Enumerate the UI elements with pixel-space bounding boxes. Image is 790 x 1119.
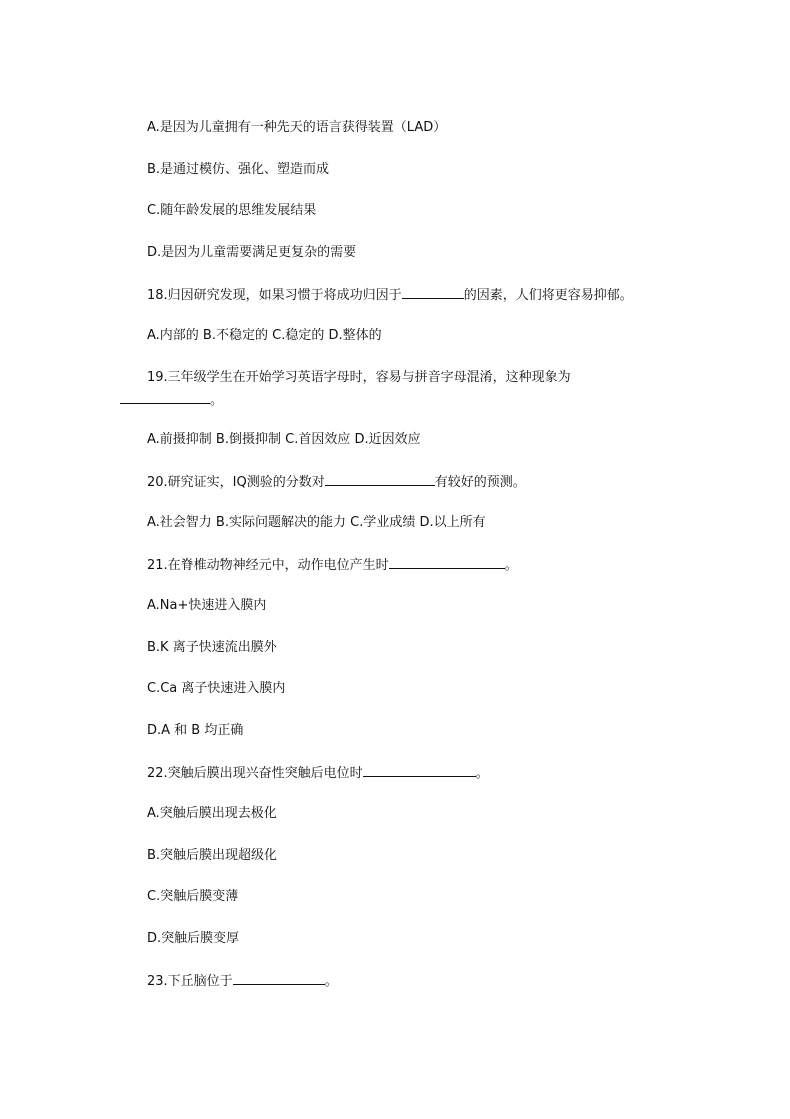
question-19-options: A.前摄抑制 B.倒摄抑制 C.首因效应 D.近因效应 <box>147 432 421 447</box>
question-20-text: 20.研究证实，IQ测验的分数对 <box>147 475 325 490</box>
question-20-text-end: 有较好的预测。 <box>434 475 526 490</box>
answer-blank <box>389 556 505 569</box>
question-21-text-end: 。 <box>504 558 518 573</box>
question-18 <box>147 286 633 305</box>
question-23-text-end: 。 <box>324 974 338 989</box>
question-22 <box>147 764 489 783</box>
question-19-text-end: 。 <box>210 393 224 408</box>
option-c-age: C.随年龄发展的思维发展结果 <box>147 203 317 218</box>
question-20-options: A.社会智力 B.实际问题解决的能力 C.学业成绩 D.以上所有 <box>147 515 486 530</box>
question-21 <box>147 556 518 575</box>
answer-blank <box>363 764 476 777</box>
option-a-lad: A.是因为儿童拥有一种先天的语言获得装置（LAD） <box>147 120 447 135</box>
option-d-needs: D.是因为儿童需要满足更复杂的需要 <box>147 245 357 260</box>
question-19: 19.三年级学生在开始学习英语字母时，容易与拼音字母混淆，这种现象为 <box>147 370 571 385</box>
question-23-text: 23.下丘脑位于 <box>147 974 233 989</box>
question-23 <box>147 972 338 991</box>
question-22-option-b: B.突触后膜出现超级化 <box>147 848 278 863</box>
question-22-option-a: A.突触后膜出现去极化 <box>147 806 277 821</box>
question-18-text-end: 的因素，人们将更容易抑郁。 <box>463 288 633 303</box>
question-21-option-b: B.K 离子快速流出膜外 <box>147 640 277 655</box>
question-18-options: A.内部的 B.不稳定的 C.稳定的 D.整体的 <box>147 328 382 343</box>
question-21-option-a: A.Na+快速进入膜内 <box>147 598 267 613</box>
question-18-text: 18.归因研究发现，如果习惯于将成功归因于 <box>147 288 402 303</box>
question-22-option-c: C.突触后膜变薄 <box>147 889 239 904</box>
question-22-text-end: 。 <box>475 766 489 781</box>
question-21-option-d: D.A 和 B 均正确 <box>147 723 244 738</box>
answer-blank <box>120 391 210 404</box>
question-20 <box>147 473 526 492</box>
question-21-text: 21.在脊椎动物神经元中，动作电位产生时 <box>147 558 389 573</box>
option-b-imitation: B.是通过模仿、强化、塑造而成 <box>147 162 330 177</box>
question-19-continued <box>120 391 223 410</box>
question-21-option-c: C.Ca 离子快速进入膜内 <box>147 681 286 696</box>
answer-blank <box>325 473 435 486</box>
answer-blank <box>233 972 325 985</box>
question-22-text: 22.突触后膜出现兴奋性突触后电位时 <box>147 766 363 781</box>
answer-blank <box>402 286 464 299</box>
question-22-option-d: D.突触后膜变厚 <box>147 931 240 946</box>
